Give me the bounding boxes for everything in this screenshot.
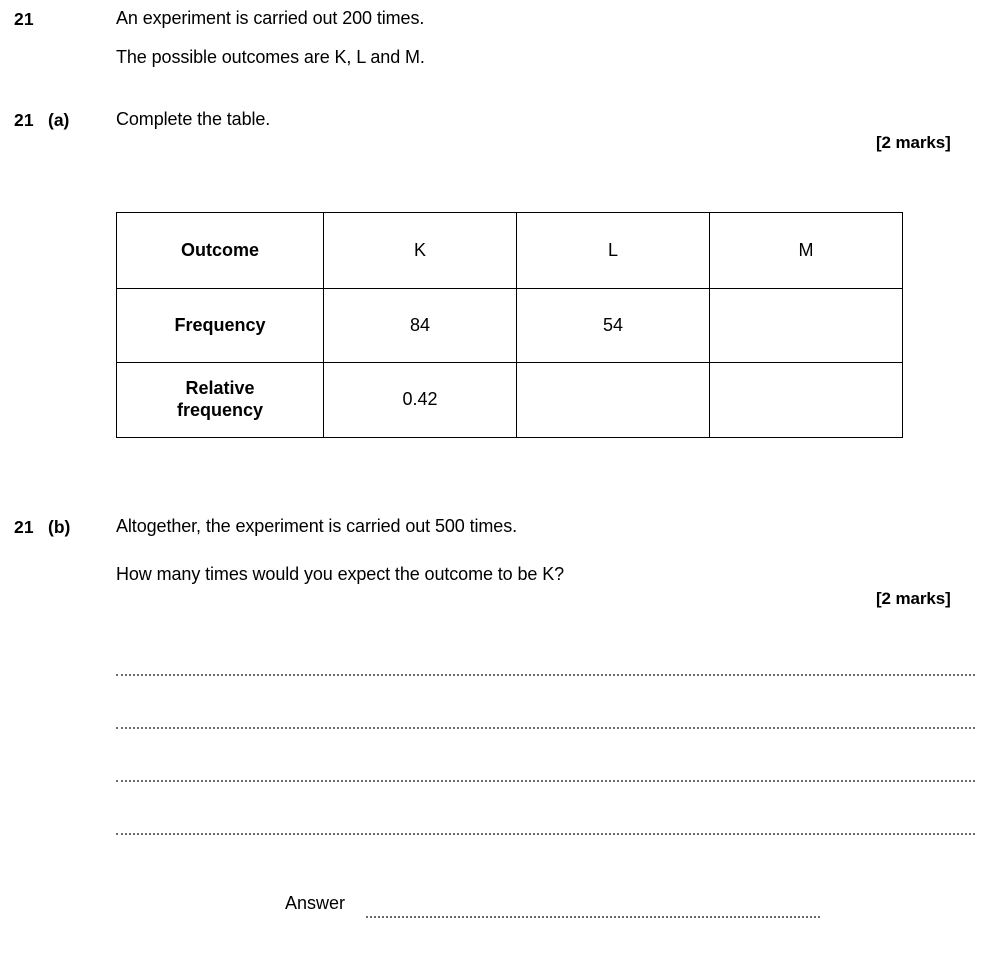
part-a-letter: (a) xyxy=(48,110,70,130)
question-stem-line-1: An experiment is carried out 200 times. xyxy=(116,8,425,28)
part-a-marks: [2 marks] xyxy=(876,133,951,152)
question-number: 21 xyxy=(14,9,34,29)
answer-ruled-line-3[interactable] xyxy=(116,780,975,782)
answer-input-line[interactable] xyxy=(366,916,820,918)
table-row-header-frequency: Frequency xyxy=(117,289,324,363)
part-b-marks: [2 marks] xyxy=(876,589,951,608)
table-row-frequency xyxy=(117,289,903,363)
table-row-header-outcome: Outcome xyxy=(117,213,324,289)
question-stem-line-2: The possible outcomes are K, L and M. xyxy=(116,47,425,67)
table-row-header-relative-frequency xyxy=(117,363,324,438)
table-cell-outcome-m: M xyxy=(710,213,903,289)
table-cell-relative-frequency-k[interactable]: 0.42 xyxy=(324,363,517,438)
table-cell-frequency-k[interactable]: 84 xyxy=(324,289,517,363)
table-cell-frequency-l[interactable]: 54 xyxy=(517,289,710,363)
part-a-number: 21 xyxy=(14,110,34,130)
part-a-prompt: Complete the table. xyxy=(116,109,271,129)
answer-ruled-line-2[interactable] xyxy=(116,727,975,729)
relative-label-line-1: Relative xyxy=(185,378,255,399)
table-row-outcome xyxy=(117,213,903,289)
answer-ruled-line-1[interactable] xyxy=(116,674,975,676)
table-cell-relative-frequency-m[interactable] xyxy=(710,363,903,438)
answer-ruled-line-4[interactable] xyxy=(116,833,975,835)
table-cell-outcome-l: L xyxy=(517,213,710,289)
table-cell-outcome-k: K xyxy=(324,213,517,289)
relative-label-line-2: frequency xyxy=(176,400,264,420)
part-b-number: 21 xyxy=(14,517,34,537)
part-b-prompt-line-1: Altogether, the experiment is carried out 500 times. xyxy=(116,516,518,536)
part-b-letter: (b) xyxy=(48,517,71,537)
part-b-prompt-line-2: How many times would you expect the outcome to be K? xyxy=(116,564,565,584)
answer-label: Answer xyxy=(285,893,346,913)
frequency-table xyxy=(116,212,903,438)
table-cell-frequency-m[interactable] xyxy=(710,289,903,363)
table-row-relative-frequency xyxy=(117,363,903,438)
table-cell-relative-frequency-l[interactable] xyxy=(517,363,710,438)
